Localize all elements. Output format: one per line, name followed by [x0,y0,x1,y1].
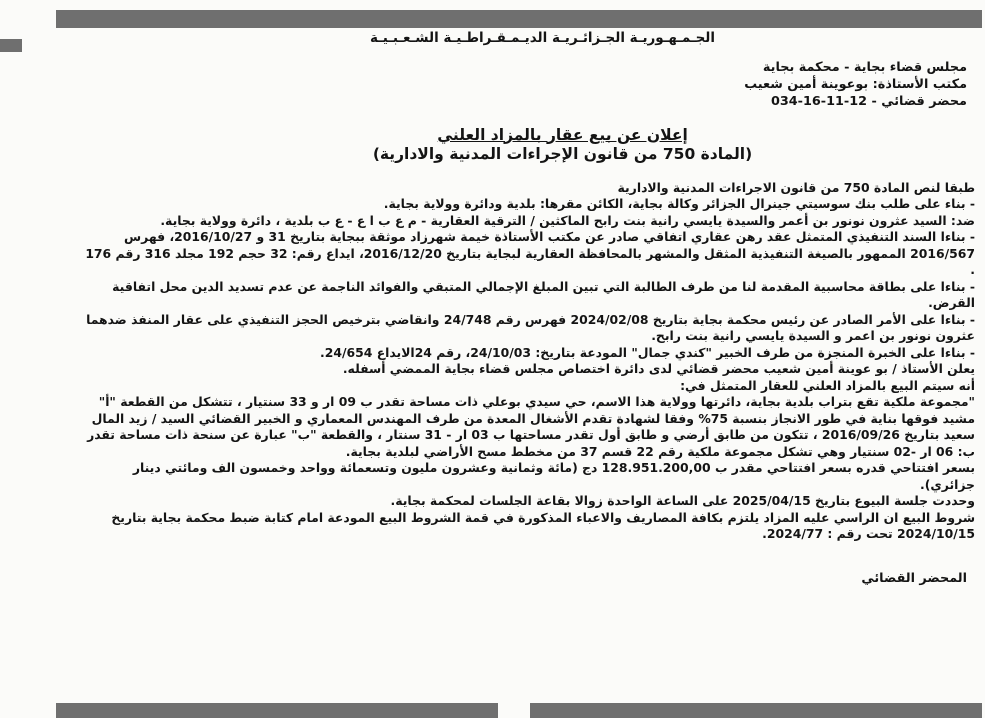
notice-subtitle: (المادة 750 من قانون الإجراءات المدنية والادارية) [372,144,753,163]
notice-titles [80,126,975,164]
paragraph-requester: - بناء على طلب بنك سوسيتي جينرال الجزائر وكالة بجاية، الكائن مقرها: بلدية ودائرة وولاية بجاية. [383,196,975,211]
paragraph-legal-basis: طبقا لنص المادة 750 من قانون الاجراءات المدنية والادارية [617,179,975,195]
scan-edge-bar-bottom-right [530,703,982,718]
paragraph-account-card: - بناءا على بطاقة محاسبية المقدمة لنا من طرف الطالبة التي تبين المبلغ الإجمالي المتبقي والفوائد الناجمة عن عدم تسديد الدين محل اتفاقية القرض. [112,278,975,310]
scan-edge-bar-top [56,10,982,28]
office-name: مكتب الأستاذة: بوعوينة أمين شعيب [744,76,967,92]
paragraph-auction-intro: أنه سيتم البيع بالمزاد العلني للعقار المتمثل في: [680,377,975,393]
notice-document [80,30,975,587]
bailiff-reference: محضر قضائي - 12-11-16-034 [770,93,967,109]
paragraph-against: ضد: السيد عثرون نونور بن أعمر والسيدة يايسي رانية بنت رابح الماكثين / الترقية العقارية - م ع ب ا ع - ع ب بلدية ، دائرة وولاية بجاية. [160,212,975,228]
paragraph-sale-conditions: شروط البيع ان الراسي عليه المزاد يلتزم بكافة المصاريف والاعباء المذكورة في قمة الشروط البيع المودعة امام كتابة ضبط محكمة بجاية بتاريخ 2024/10/15 تحت رقم : 2024/77. [111,509,975,541]
paragraph-property-description: "مجموعة ملكية تقع بتراب بلدية بجاية، دائرتها وولاية هذا الاسم، حي سيدي بوعلي ذات مساحة تقدر ب 09 ار و 33 سنتيار ، تتشكل من القطعة "أ" مشيد فوقها بناية في طور الانجاز بنسبة 75% وفقا لشهادة تقدم الأشغال المعدة من طرف المهندس المعماري و الخبير القضائي السيد / زيد المال سعيد بتاريخ 2016/09/26 ، تتكون من طابق أرضي و طابق أول تقدر مساحتها ب 03 ار - 31 سنتار ، والقطعة "ب" عبارة عن سنحة ذات مساحة تقدر ب: 06 ار -02 سنتيار وهي تشكل مجموعة ملكية رقم 22 قسم 37 من مخطط مسح الأراضي لبلدية بجاية. [87,394,975,459]
paragraph-announcement: يعلن الأستاذ / بو عوينة أمين شعيب محضر قضائي لدى دائرة اختصاص مجلس قضاء بجاية الممضي أسفله. [342,361,975,376]
notice-title: إعلان عن بيع عقار بالمزاد العلني [437,125,688,144]
paragraph-court-order: - بناءا على الأمر الصادر عن رئيس محكمة بجاية بتاريخ 2024/02/08 فهرس رقم 24/748 وانقاضي بترخيص الحجز التنفيذي على عقار المنفذ ضدهما عثرون نونور بن اعمر و السيدة يايسي رانية بنت رابح. [86,311,975,343]
scan-edge-bar-left [0,39,22,52]
scan-edge-bar-bottom-left [56,703,498,718]
paragraph-expertise: - بناءا على الخبرة المنجزة من طرف الخبير "كندي جمال" المودعة بتاريخ: 24/10/03، رقم 24الايداع 24/654. [320,344,975,360]
paragraph-executive-title: - بناءا السند التنفيذي المتمثل عقد رهن عقاري اتفاقي صادر عن مكتب الأستاذة خيمة شهرزاد موثقة ببجاية بتاريخ 31 و 2016/10/27، فهرس 2016/567 الممهور بالصيغة التنفيذية المثقل والمشهر بالمحافظة العقارية لبجاية بتاريخ 2016/12/20، ايداع رقم: 32 حجم 192 مجلد 316 رقم 176 . [85,229,975,277]
paragraph-opening-price: بسعر افتتاحي قدره بسعر افتتاحي مقدر ب 128.951.200,00 دج (مائة وثمانية وعشرون مليون وتسعمائة وواحد وخمسون الف ومائتي دينار جزائري). [132,460,975,492]
republic-heading: الجـمـهـوريـة الجـزائـريـة الديـمـقـراطـيـة الشـعـبـيـة [369,30,715,46]
signature-label: المحضر القضائي [861,570,967,586]
paragraph-session-date: وحددت جلسة البيوع بتاريخ 2025/04/15 على الساعة الواحدة زوالا بقاعة الجلسات لمحكمة بجاية. [390,493,975,508]
court-name: مجلس قضاء بجاية - محكمة بجاية [762,59,967,75]
